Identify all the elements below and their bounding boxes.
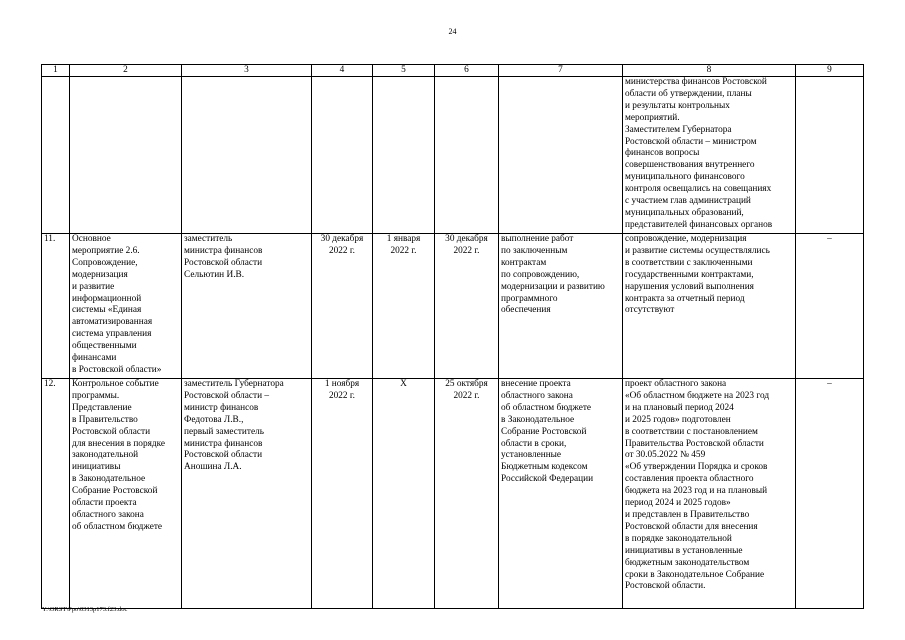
cell-line: выполнение работ — [501, 234, 574, 244]
cell-actual-end — [435, 77, 499, 234]
cell-line: представителей финансовых органов — [625, 219, 773, 230]
cell-line: Бюджетным кодексом — [501, 462, 588, 473]
cell-line: установленные — [501, 450, 562, 461]
cell-responsible — [182, 234, 312, 379]
cell-responsible — [182, 77, 312, 234]
cell-line: обеспечения — [501, 305, 551, 316]
cell-responsible — [182, 379, 312, 609]
cell-actual-end — [435, 379, 499, 609]
table-row — [42, 234, 864, 379]
cell-line: министра финансов — [184, 438, 263, 449]
cell-line: общественными — [72, 341, 137, 352]
cell-line: муниципальных образований, — [625, 207, 744, 218]
cell-num — [42, 77, 70, 234]
column-header: 4 — [312, 65, 373, 77]
cell-line: и развитие — [72, 281, 115, 292]
cell-line: об областном бюджете — [72, 521, 163, 532]
cell-line: законодательной — [72, 450, 139, 461]
table-row-continuation — [42, 77, 864, 234]
cell-line: контракта за отчетный период — [625, 293, 745, 304]
cell-planned-result — [499, 77, 623, 234]
cell-line: 2022 г. — [328, 245, 355, 256]
cell-line: мероприятий. — [625, 112, 680, 123]
cell-name — [70, 77, 182, 234]
cell-line: и развитие системы осуществлялись — [625, 245, 770, 256]
cell-line: области об утверждении, планы — [625, 88, 752, 99]
cell-planned-date — [312, 234, 373, 379]
cell-line: информационной — [72, 293, 142, 304]
column-header: 2 — [70, 65, 182, 77]
cell-line: по сопровождению, — [501, 269, 580, 280]
cell-line: для внесения в порядке — [72, 438, 166, 449]
cell-note: – — [796, 234, 864, 379]
cell-line: Аношина Л.А. — [184, 462, 242, 473]
cell-line: и 2025 годов» подготовлен — [625, 414, 731, 425]
cell-line: в порядке законодательной — [625, 533, 732, 544]
column-header: 3 — [182, 65, 312, 77]
cell-line: «Об утверждении Порядка и сроков — [625, 462, 768, 473]
cell-line: Ростовской области для внесения — [625, 521, 758, 532]
cell-note: – — [796, 379, 864, 609]
cell-line: финансами — [72, 353, 117, 364]
cell-line: в Законодательное — [72, 474, 146, 485]
cell-actual-start — [373, 379, 435, 609]
cell-line: Ростовской области – министром — [625, 136, 757, 147]
cell-line: Контрольное событие — [72, 379, 159, 389]
cell-name — [70, 234, 182, 379]
cell-line: Ростовской области. — [625, 581, 706, 592]
cell-line: внесение проекта — [501, 379, 571, 389]
cell-line: бюджета на 2023 год и на плановый — [625, 486, 768, 497]
cell-line: области проекта — [72, 498, 137, 509]
cell-line: муниципального финансового — [625, 172, 745, 183]
cell-line: с участием глав администраций — [625, 196, 751, 207]
cell-line: период 2024 и 2025 годов» — [625, 498, 731, 509]
page-number: 24 — [448, 27, 457, 36]
cell-line: программы. — [72, 390, 120, 401]
cell-line: 2022 г. — [390, 245, 417, 256]
cell-line: автоматизированная — [72, 317, 153, 328]
cell-num: 11. — [42, 234, 70, 379]
cell-line: модернизация — [72, 269, 128, 280]
cell-line: Заместителем Губернатора — [625, 124, 732, 135]
cell-line: Правительства Ростовской области — [625, 438, 764, 449]
column-header: 6 — [435, 65, 499, 77]
cell-line: программного — [501, 293, 558, 304]
cell-num: 12. — [42, 379, 70, 609]
cell-line: Ростовской области — [184, 450, 263, 461]
cell-line: в Правительство — [72, 414, 138, 425]
cell-line: от 30.05.2022 № 459 — [625, 450, 706, 461]
cell-planned-result — [499, 234, 623, 379]
cell-note — [796, 77, 864, 234]
cell-line: в Законодательное — [501, 414, 575, 425]
column-header: 8 — [623, 65, 796, 77]
cell-actual-start — [373, 77, 435, 234]
cell-line: контрактам — [501, 257, 547, 268]
cell-line: сроки в Законодательное Собрание — [625, 569, 765, 580]
cell-line: заместитель Губернатора — [184, 379, 284, 389]
cell-line: Российской Федерации — [501, 474, 594, 485]
cell-line: Основное — [72, 234, 111, 244]
cell-line: 2022 г. — [453, 390, 480, 401]
cell-line: Собрание Ростовской — [72, 486, 158, 497]
cell-line: инициативы — [72, 462, 121, 473]
cell-line: модернизации и развитию — [501, 281, 605, 292]
cell-line: составления проекта областного — [625, 474, 754, 485]
cell-line: Собрание Ростовской — [501, 426, 587, 437]
cell-line: в соответствии с заключенными — [625, 257, 753, 268]
cell-line: областного закона — [72, 509, 144, 520]
cell-line: «Об областном бюджете на 2023 год — [625, 390, 770, 401]
cell-line: система управления — [72, 329, 152, 340]
cell-line: 25 октября — [445, 379, 488, 389]
column-header: 7 — [499, 65, 623, 77]
cell-actual-end — [435, 234, 499, 379]
cell-line: Сопровождение, — [72, 257, 138, 268]
header-row — [42, 65, 864, 77]
cell-line: Федотова Л.В., — [184, 414, 244, 425]
cell-line: контроля освещались на совещаниях — [625, 184, 772, 195]
cell-line: министра финансов — [184, 245, 263, 256]
cell-line: проект областного закона — [625, 379, 727, 389]
cell-planned-date — [312, 379, 373, 609]
cell-line: министерства финансов Ростовской — [625, 77, 767, 87]
cell-line: и на плановый период 2024 — [625, 402, 734, 413]
cell-name — [70, 379, 182, 609]
cell-line: Представление — [72, 402, 132, 413]
cell-line: Сельютин И.В. — [184, 269, 245, 280]
cell-line: 30 декабря — [320, 234, 364, 244]
cell-actual-result — [623, 379, 796, 609]
cell-line: министр финансов — [184, 402, 259, 413]
cell-line: и результаты контрольных — [625, 100, 730, 111]
column-header: 5 — [373, 65, 435, 77]
cell-line: системы «Единая — [72, 305, 142, 316]
cell-line: инициативы в установленные — [625, 545, 743, 556]
cell-actual-start — [373, 234, 435, 379]
cell-line: государственными контрактами, — [625, 269, 754, 280]
cell-actual-result — [623, 234, 796, 379]
cell-line: области в сроки, — [501, 438, 567, 449]
cell-line: 1 января — [386, 234, 421, 244]
cell-line: об областном бюджете — [501, 402, 592, 413]
cell-line: первый заместитель — [184, 426, 264, 437]
table-row — [42, 379, 864, 609]
cell-line: по заключенным — [501, 245, 568, 256]
cell-line: Ростовской области — [184, 257, 263, 268]
cell-line: 1 ноября — [324, 379, 360, 389]
cell-planned-date — [312, 77, 373, 234]
cell-line: и представлен в Правительство — [625, 509, 750, 520]
report-table — [41, 64, 864, 609]
cell-line: в Ростовской области» — [72, 364, 162, 375]
cell-line: 30 декабря — [445, 234, 488, 244]
footer-file-path: Y:\ORST\Ppo\0313p173.f23.doc — [42, 606, 128, 613]
cell-line: Ростовской области – — [184, 390, 270, 401]
cell-line: в соответствии с постановлением — [625, 426, 758, 437]
column-header: 9 — [796, 65, 864, 77]
cell-line: финансов вопросы — [625, 148, 700, 159]
column-header: 1 — [42, 65, 70, 77]
cell-line: 2022 г. — [328, 390, 355, 401]
cell-line: бюджетным законодательством — [625, 557, 750, 568]
cell-line: X — [400, 379, 407, 389]
cell-actual-result — [623, 77, 796, 234]
cell-line: областного закона — [501, 390, 573, 401]
cell-line: мероприятие 2.6. — [72, 245, 140, 256]
cell-line: отсутствуют — [625, 305, 675, 316]
cell-line: совершенствования внутреннего — [625, 160, 755, 171]
cell-line: заместитель — [184, 234, 233, 244]
cell-line: Ростовской области — [72, 426, 151, 437]
cell-line: 2022 г. — [453, 245, 480, 256]
cell-line: нарушения условий выполнения — [625, 281, 754, 292]
cell-line: сопровождение, модернизация — [625, 234, 747, 244]
cell-planned-result — [499, 379, 623, 609]
